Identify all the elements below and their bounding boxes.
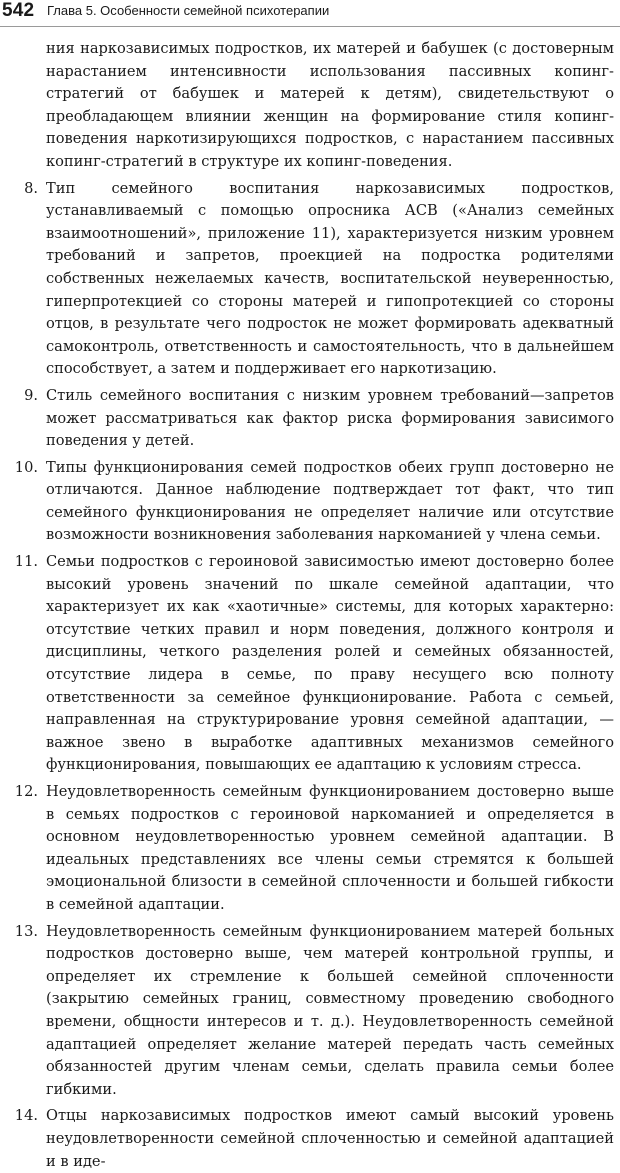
list-item bbox=[24, 385, 614, 453]
item-text: Неудовлетворенность семейным функционированием матерей больных подростков достоверно выше, чем матерей контрольной группы, и определяет их стремление к большей семейной сплоченности (закрытию семейных границ, совместному проведению свободного времени, общности интересов и т. д.). Неудовлетворенность семейной адаптацией определяет желание матерей передать часть семейных обязанностей другим членам семьи, сделать правила семьи более гибкими. bbox=[46, 922, 614, 1098]
item-text: Стиль семейного воспитания с низким уровнем требований—запретов может рассматриваться как фактор риска формирования зависимого поведения у детей. bbox=[46, 386, 614, 450]
item-text: Неудовлетворенность семейным функционированием достоверно выше в семьях подростков с героиновой наркоманией и определяется в основном неудовлетворенностью уровнем семейной адаптации. В идеальных представлениях все члены семьи стремятся к большей эмоциональной близости в семейной сплоченности и большей гибкости в семейной адаптации. bbox=[46, 783, 614, 913]
header-rule bbox=[0, 26, 620, 27]
item-number: 8. bbox=[24, 179, 38, 197]
running-header bbox=[0, 0, 620, 28]
item-number: 14. bbox=[14, 1107, 38, 1125]
list-item bbox=[14, 457, 614, 547]
item-number: 13. bbox=[14, 922, 38, 940]
item-text: Семьи подростков с героиновой зависимостью имеют достоверно более высокий уровень значений по шкале семейной адаптации, что характеризует их как «хаотичные» системы, для которых характерно: отсутствие четких правил и норм поведения, должного контроля и дисциплины, четкого разделения ролей и семейных обязанностей, отсутствие лидера в семье, по праву несущего всю полноту ответственности за семейное функционирование. Работа с семьей, направленная на структурирование уровня семейной адаптации, — важное звено в выработке адаптивных механизмов семейного функционирования, повышающих ее адаптацию к условиям стресса. bbox=[46, 553, 614, 774]
item-number: 9. bbox=[24, 386, 38, 404]
item-number: 10. bbox=[14, 458, 38, 476]
page-body bbox=[0, 38, 620, 1173]
list-item bbox=[14, 551, 614, 777]
continuation-paragraph: ния наркозависимых подростков, их матерей и бабушек (с достоверным нарастанием интенсивности использования пассивных копинг-стратегий от бабушек и матерей к детям), свидетельствуют о преобладающем влиянии женщин на формирование стиля копинг-поведения наркотизирующихся подростков, с нарастанием пассивных копинг-стратегий в структуре их копинг-поведения. bbox=[46, 40, 614, 170]
list-item bbox=[14, 921, 614, 1102]
list-item bbox=[14, 781, 614, 917]
list-item bbox=[24, 178, 614, 381]
item-number: 11. bbox=[14, 553, 38, 571]
item-number: 12. bbox=[14, 783, 38, 800]
chapter-title: Глава 5. Особенности семейной психотерапии bbox=[47, 3, 330, 18]
item-text: Отцы наркозависимых подростков имеют самый высокий уровень неудовлетворенности семейной сплоченностью и семейной адаптацией и в иде- bbox=[46, 1107, 614, 1170]
item-text: Тип семейного воспитания наркозависимых подростков, устанавливаемый с помощью опросника АСВ («Анализ семейных взаимоотношений», приложение 11), характеризуется низким уровнем требований и запретов, проекцией на подростка родителями собственных нежелаемых качеств, воспитательской неуверенностью, гиперпротекцией со стороны матерей и гипопротекцией со стороны отцов, в результате чего подросток не может формировать адекватный самоконтроль, ответственность и самостоятельность, что в дальнейшем способствует, а затем и поддерживает его наркотизацию. bbox=[46, 179, 614, 378]
list-item bbox=[14, 1105, 614, 1173]
item-text: Типы функционирования семей подростков обеих групп достоверно не отличаются. Данное наблюдение подтверждает тот факт, что тип семейного функционирования не определяет наличие или отсутствие возможности возникновения заболевания наркоманией у члена семьи. bbox=[46, 458, 614, 544]
page-number: 542 bbox=[2, 0, 35, 21]
